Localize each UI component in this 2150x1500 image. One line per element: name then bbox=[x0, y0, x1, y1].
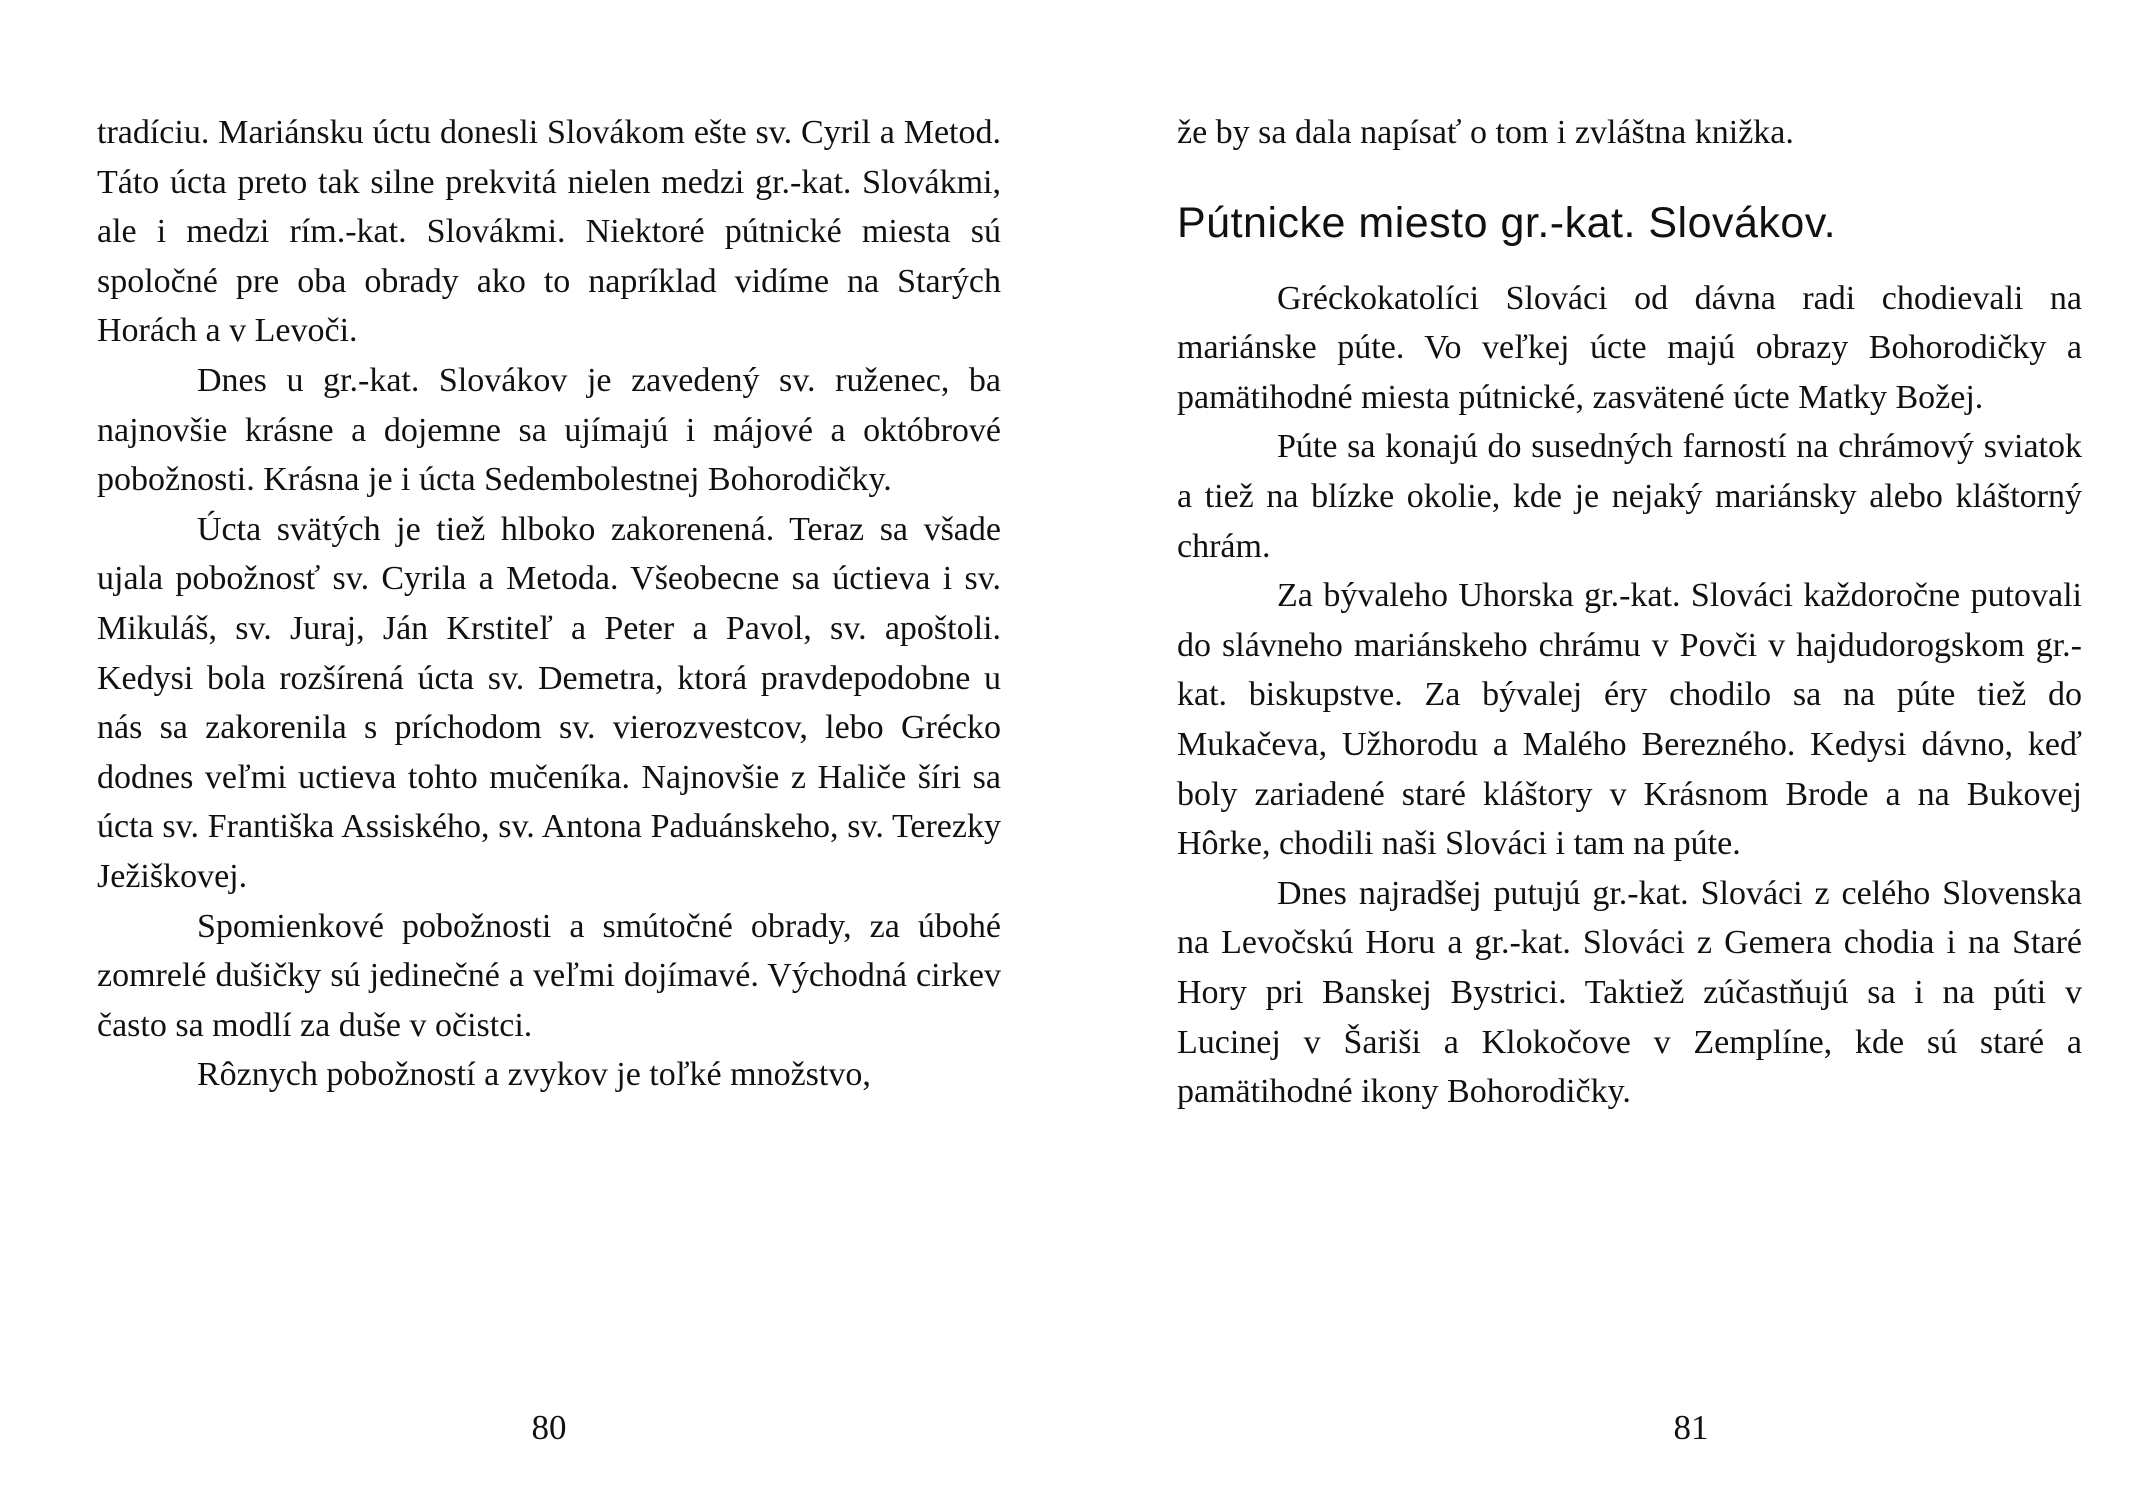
left-paragraph-3: Úcta svätých je tiež hlboko zakorenená. Teraz sa všade ujala pobožnosť sv. Cyrila a Metoda. Všeobecne sa úctieva i sv. Mikuláš, sv. Juraj, Ján Krstiteľ a Peter a Pavol, sv. apoštoli. Kedysi bola rozšírená úcta sv. Demetra, ktorá pravdepodobne u nás sa zakorenila s príchodom sv. vierozvestcov, lebo Grécko dodnes veľmi uctieva tohto mučeníka. Najnovšie z Haliče šíri sa úcta sv. Františka Assiského, sv. Antona Paduánskeho, sv. Terezky Ježiškovej. bbox=[97, 510, 1001, 895]
right-intro-line: že by sa dala napísať o tom i zvláštna knižka. bbox=[1177, 114, 1794, 151]
right-paragraph-4: Dnes najradšej putujú gr.-kat. Slováci z celého Slovenska na Levočskú Horu a gr.-kat. Slováci z Gemera chodia i na Staré Hory pri Banskej Bystrici. Taktiež zúčastňujú sa i na púti v Lucinej v Šariši a Klokočove v Zemplíne, kde sú staré a pamätihodné ikony Bohorodičky. bbox=[1177, 874, 2082, 1111]
section-heading: Pútnicke miesto gr.-kat. Slovákov. bbox=[1177, 198, 1837, 247]
left-paragraph-1: tradíciu. Mariánsku úctu donesli Slovákom ešte sv. Cyril a Metod. Táto úcta preto tak silne prekvitá nielen medzi gr.-kat. Slovákmi, ale i medzi rím.-kat. Slovákmi. Niektoré pútnické miesta sú spoločné pre oba obrady ako to napríklad vidíme na Starých Horách a v Levoči. bbox=[97, 114, 1001, 350]
page-number-right: 81 bbox=[1673, 1408, 1709, 1447]
left-page-text bbox=[97, 108, 1001, 1100]
right-paragraph-3: Za bývaleho Uhorska gr.-kat. Slováci každoročne putovali do slávneho mariánskeho chrámu v Povči v hajdudorogskom gr.-kat. biskupstve. Za bývalej éry chodilo sa na púte tiež do Mukačeva, Užhorodu a Malého Berezného. Kedysi dávno, keď boly zariadené staré kláštory v Krásnom Brode a na Bukovej Hôrke, chodili naši Slováci i tam na púte. bbox=[1177, 577, 2082, 863]
right-paragraph-2: Púte sa konajú do susedných farností na chrámový sviatok a tiež na blízke okolie, kde je nejaký mariánsky alebo kláštorný chrám. bbox=[1177, 428, 2082, 565]
left-paragraph-2: Dnes u gr.-kat. Slovákov je zavedený sv. ruženec, ba najnovšie krásne a dojemne sa ujímajú i májové a októbrové pobožnosti. Krásna je i úcta Sedembolestnej Bohorodičky. bbox=[97, 361, 1001, 499]
page-number-left: 80 bbox=[531, 1408, 567, 1447]
left-paragraph-5: Rôznych pobožností a zvykov je toľké množstvo, bbox=[197, 1056, 871, 1094]
left-paragraph-4: Spomienkové pobožnosti a smútočné obrady, za úbohé zomrelé dušičky sú jedinečné a veľmi dojímavé. Východná cirkev často sa modlí za duše v očistci. bbox=[97, 907, 1001, 1044]
right-page bbox=[1075, 0, 2150, 1500]
right-paragraph-1: Gréckokatolíci Slováci od dávna radi chodievali na mariánske púte. Vo veľkej úcte majú obrazy Bohorodičky a pamätihodné miesta pútnické, zasvätené úcte Matky Božej. bbox=[1177, 279, 2082, 416]
right-page-text bbox=[1177, 108, 2082, 1117]
